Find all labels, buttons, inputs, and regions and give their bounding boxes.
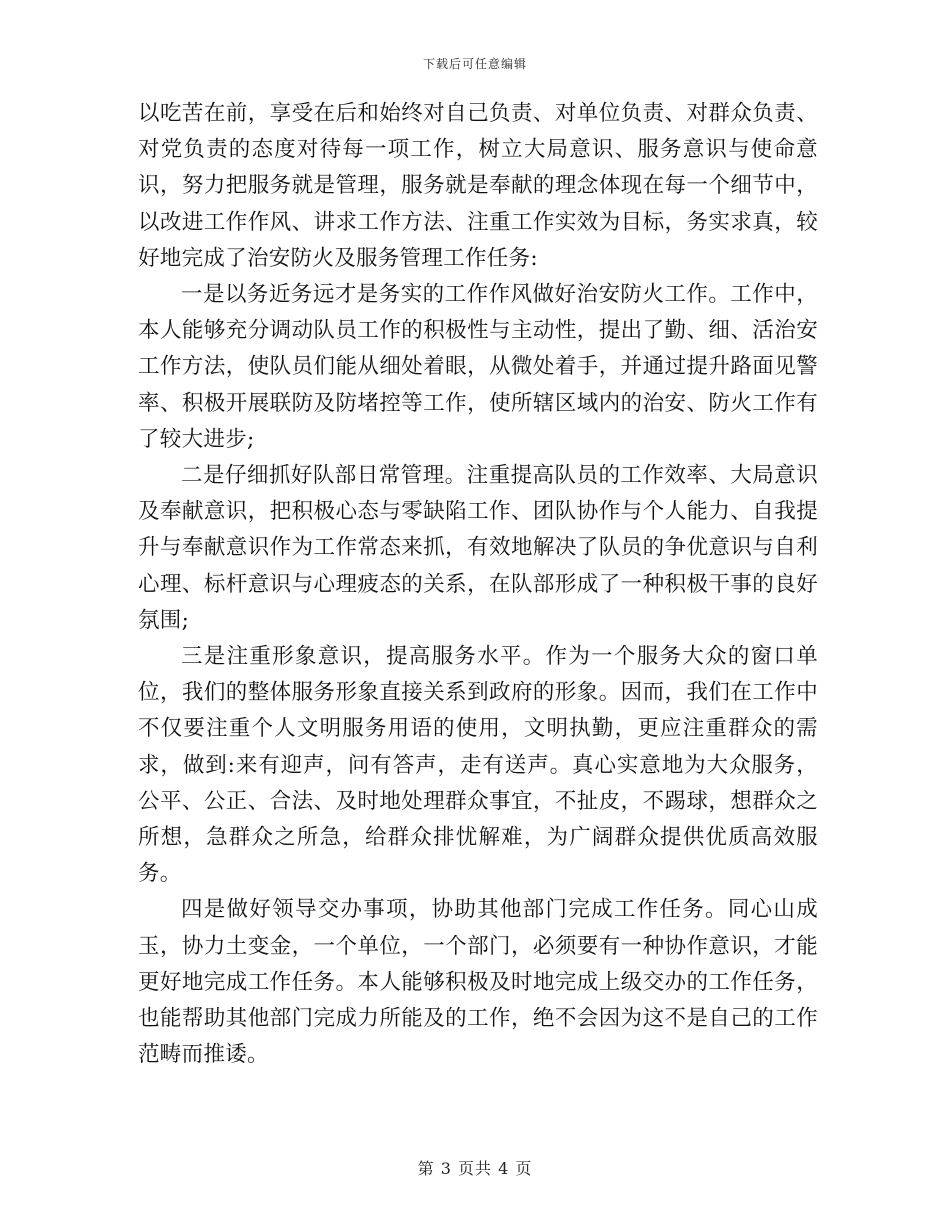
paragraph-intro: 以吃苦在前，享受在后和始终对自己负责、对单位负责、对群众负责、对党负责的态度对待每一项工作，树立大局意识、服务意识与使命意识，努力把服务就是管理，服务就是奉献的理念体现在每一个细节中，以改进工作作风、讲求工作方法、注重工作实效为目标，务实求真，较好地完成了治安防火及服务管理工作任务: [138, 101, 818, 271]
paragraph-assigned-tasks: 四是做好领导交办事项，协助其他部门完成工作任务。同心山成玉，协力土变金，一个单位，一个部门，必须要有一种协作意识，才能更好地完成工作任务。本人能够积极及时地完成上级交办的工作任务，也能帮助其他部门完成力所能及的工作，绝不会因为这不是自己的工作范畴而推诿。 [138, 897, 818, 1068]
page-header: 下载后可任意编辑 [422, 57, 527, 71]
paragraph-security-fire: 一是以务近务远才是务实的工作作风做好治安防火工作。工作中，本人能够充分调动队员工作的积极性与主动性，提出了勤、细、活治安工作方法，使队员们能从细处着眼，从微处着手，并通过提升路面见警率、积极开展联防及防堵控等工作，使所辖区域内的治安、防火工作有了较大进步; [138, 282, 818, 452]
paragraph-team-management: 二是仔细抓好队部日常管理。注重提高队员的工作效率、大局意识及奉献意识，把积极心态与零缺陷工作、团队协作与个人能力、自我提升与奉献意识作为工作常态来抓，有效地解决了队员的争优意识与自利心理、标杆意识与心理疲态的关系，在队部形成了一种积极干事的良好氛围; [138, 463, 818, 633]
document-body [138, 96, 818, 1073]
page-number: 第 3 页共 4 页 [417, 1159, 533, 1178]
paragraph-service-image: 三是注重形象意识，提高服务水平。作为一个服务大众的窗口单位，我们的整体服务形象直接关系到政府的形象。因而，我们在工作中不仅要注重个人文明服务用语的使用，文明执勤，更应注重群众的需求，做到:来有迎声，问有答声，走有送声。真心实意地为大众服务，公平、公正、合法、及时地处理群众事宜，不扯皮，不踢球，想群众之所想，急群众之所急，给群众排忧解难，为广阔群众提供优质高效服务。 [138, 644, 818, 887]
